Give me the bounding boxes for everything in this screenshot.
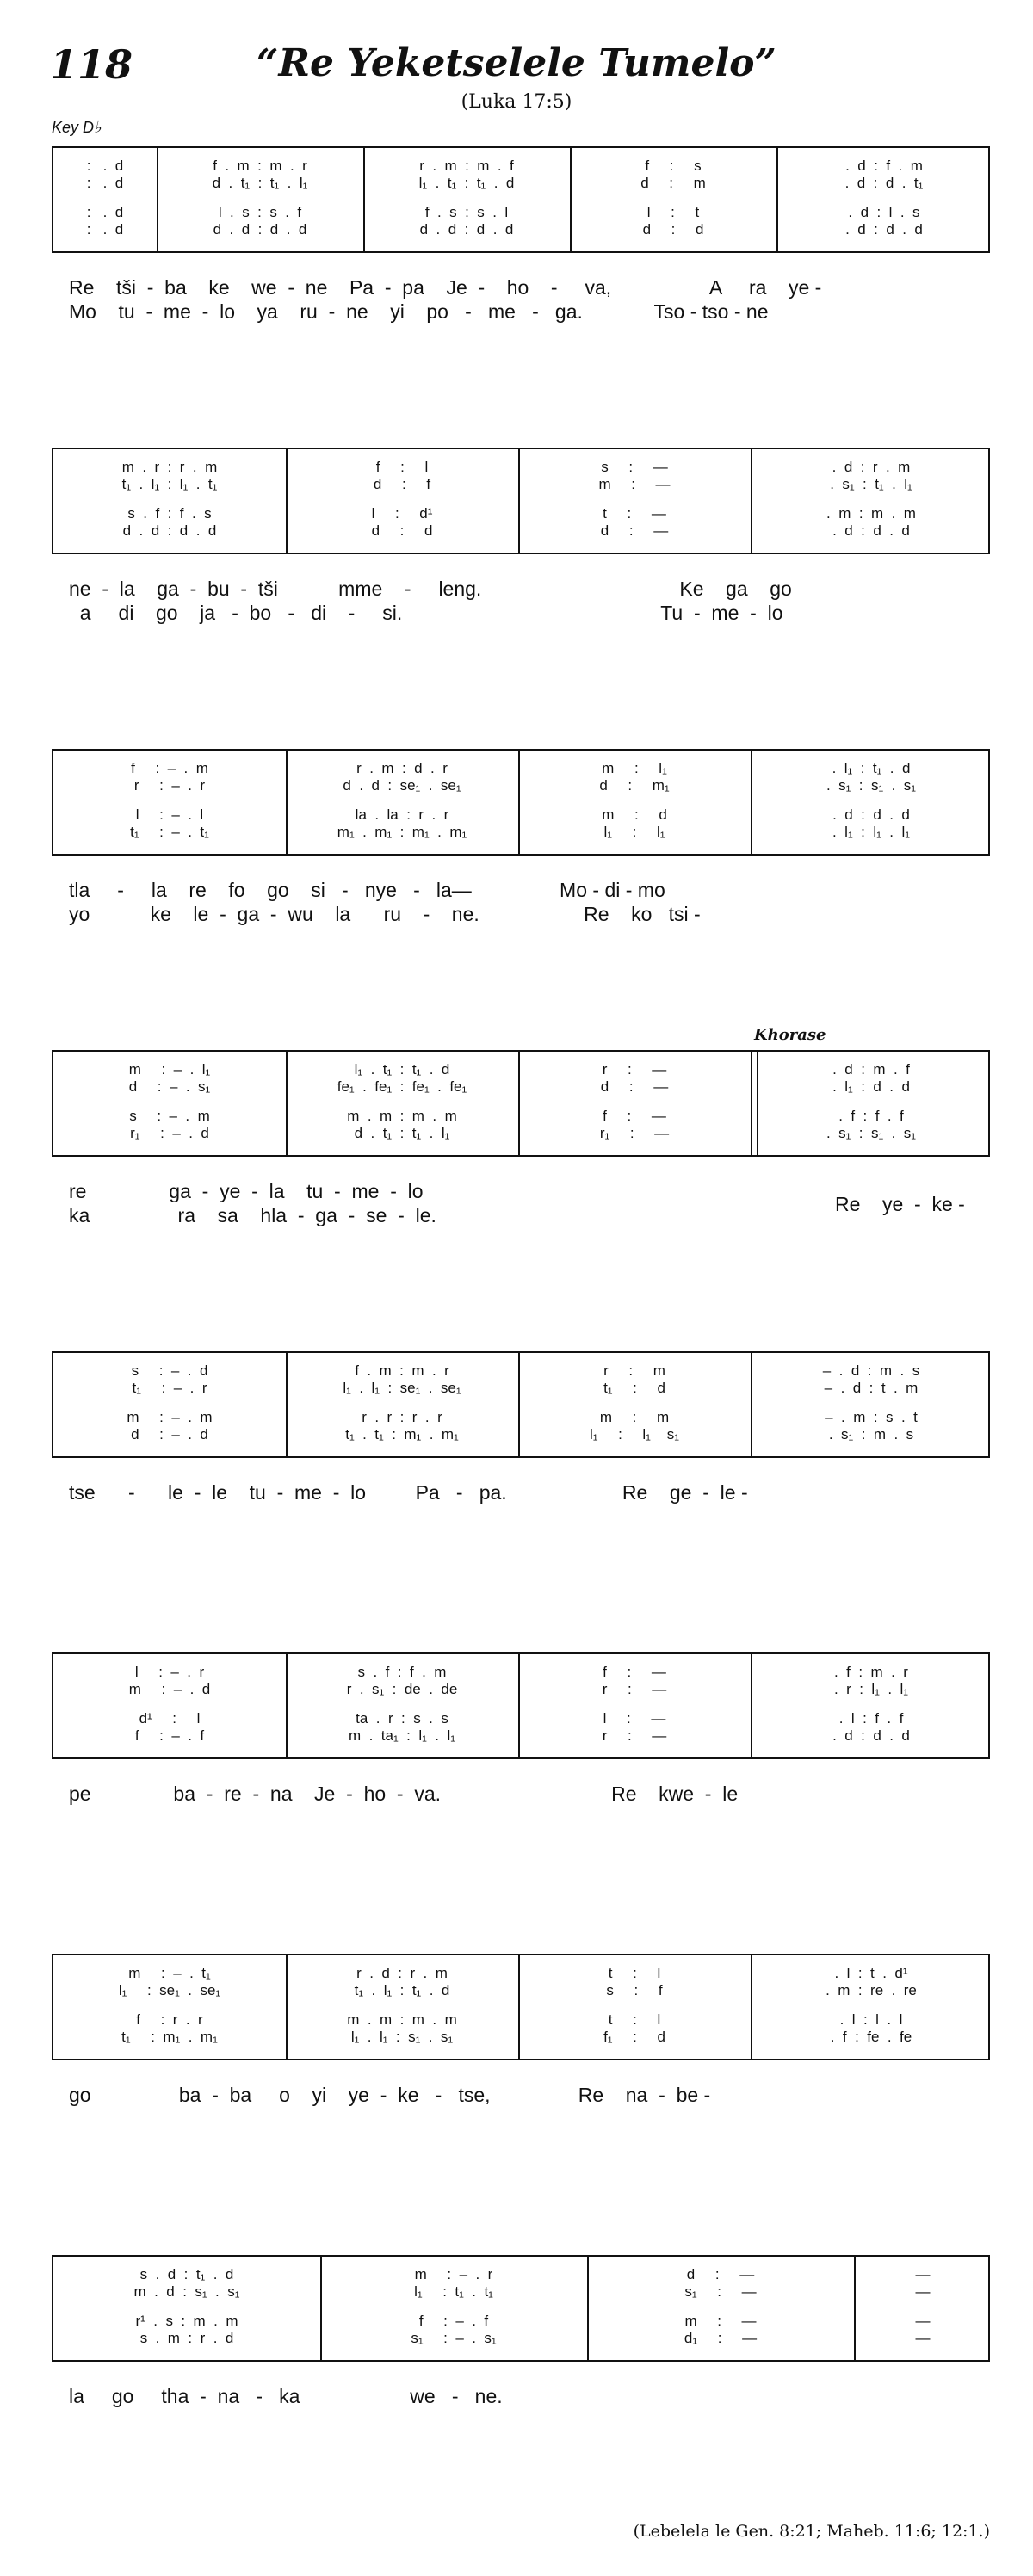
staff-system — [52, 1652, 990, 1805]
voice-line: m₁ . m₁ : m₁ . m₁ — [337, 824, 467, 840]
lyric-line: ne - la ga - bu - tši mme - leng. Ke ga go — [69, 578, 792, 600]
voice-line: . d : d . d — [832, 1727, 910, 1744]
voice-line: : . d — [86, 221, 124, 238]
voice-line: l : — — [603, 1710, 666, 1727]
measure — [518, 1654, 751, 1757]
voice-line: r₁ : – . d — [130, 1125, 209, 1141]
voice-line: d . d : se₁ . se₁ — [343, 777, 461, 794]
voice-line: . d : d . d — [845, 221, 923, 238]
voice-line: f : — — [603, 1664, 666, 1680]
voice-line: d : — — [600, 1078, 669, 1095]
voice-line: d : – . d — [131, 1426, 208, 1442]
voice-line: . d : f . m — [845, 158, 923, 174]
measure — [157, 148, 363, 251]
measure — [53, 2257, 320, 2360]
voice-line: s₁ : – . s₁ — [411, 2330, 497, 2346]
khorase-label: Khorase — [754, 1026, 826, 1044]
voice-line: d . d : d . d — [213, 221, 307, 238]
measure — [854, 2257, 992, 2360]
voice-line: s₁ : — — [684, 2283, 757, 2300]
voice-line: – . m : s . t — [825, 1409, 918, 1425]
voice-line: t₁ . l₁ : t₁ . d — [354, 1982, 450, 1998]
voice-line: . f : m . r — [834, 1664, 908, 1680]
voice-line: s . d : t₁ . d — [139, 2266, 234, 2283]
voice-line: f₁ : d — [603, 2029, 665, 2045]
voice-line: d . d : d . d — [122, 522, 217, 539]
voice-line: . d : m . f — [832, 1061, 910, 1078]
measure — [286, 1955, 518, 2059]
measure — [286, 751, 518, 854]
voice-line: l₁ : se₁ . se₁ — [118, 1982, 221, 1998]
measure — [53, 449, 286, 553]
measure — [518, 449, 751, 553]
voice-line: r . r : r . r — [362, 1409, 442, 1425]
staff — [52, 146, 990, 253]
staff-system — [52, 1050, 990, 1226]
voice-line: r : — — [602, 1681, 667, 1697]
measure — [286, 1654, 518, 1757]
lyric-line: Re ye - ke - — [835, 1193, 965, 1215]
voice-line: . l : t . d¹ — [834, 1965, 908, 1981]
voice-line: s : — — [601, 459, 668, 475]
voice-line: m . r : r . m — [121, 459, 218, 475]
voice-line: . r : l₁ . l₁ — [833, 1681, 909, 1697]
voice-line: t₁ . l₁ : l₁ . t₁ — [121, 476, 218, 492]
voice-line: l₁ . l₁ : se₁ . se₁ — [343, 1380, 461, 1396]
voice-line: s . f : f . m — [357, 1664, 447, 1680]
voice-line: t₁ : d — [603, 1380, 665, 1396]
voice-line: f : l — [375, 459, 429, 475]
voice-line: f : — — [603, 1108, 666, 1124]
measure — [518, 1955, 751, 2059]
lyric-line: Mo tu - me - lo ya ru - ne yi po - me - ga. Tso - tso - ne — [69, 300, 769, 323]
measure — [518, 1052, 751, 1155]
measure — [751, 1353, 992, 1456]
voice-line: . l₁ : t₁ . d — [832, 760, 911, 776]
voice-line: . d : d . t₁ — [844, 175, 924, 191]
voice-line: l : d¹ — [371, 505, 433, 522]
voice-line: r : m — [603, 1362, 665, 1379]
hymn-subtitle: (Luka 17:5) — [461, 91, 572, 113]
lyric-line: go ba - ba o yi ye - ke - tse, Re na - be - — [69, 2084, 711, 2106]
voice-line: s : f — [606, 1982, 663, 1998]
voice-line: r : — — [602, 1727, 667, 1744]
measure — [53, 1955, 286, 2059]
voice-line: . s₁ : m . s — [828, 1426, 914, 1442]
voice-line: . m : m . m — [826, 505, 916, 522]
voice-line: d . t₁ : t₁ . l₁ — [354, 1125, 450, 1141]
voice-line: : . d — [86, 158, 124, 174]
voice-line: r . m : m . f — [419, 158, 514, 174]
staff — [52, 749, 990, 856]
voice-line: . d : d . d — [832, 522, 910, 539]
voice-line: . s₁ : t₁ . l₁ — [830, 476, 912, 492]
voice-line: t : — — [603, 505, 666, 522]
measure — [286, 449, 518, 553]
measure — [53, 751, 286, 854]
voice-line: m . m : m . m — [347, 2011, 457, 2028]
measure — [751, 1052, 992, 1155]
measure — [53, 1654, 286, 1757]
measure — [518, 1353, 751, 1456]
voice-line: f : – . f — [134, 1727, 205, 1744]
voice-line: r¹ . s : m . m — [135, 2313, 238, 2329]
voice-line: l₁ . t₁ : t₁ . d — [354, 1061, 450, 1078]
voice-line: fe₁ . fe₁ : fe₁ . fe₁ — [337, 1078, 467, 1095]
voice-line: m . m : m . m — [347, 1108, 457, 1124]
voice-line: d : d — [642, 221, 704, 238]
voice-line: s . m : r . d — [139, 2330, 234, 2346]
staff — [52, 448, 990, 554]
footnote: (Lebelela le Gen. 8:21; Maheb. 11:6; 12:1.) — [633, 2522, 990, 2541]
voice-line: r₁ : — — [599, 1125, 670, 1141]
voice-line: : . d — [86, 175, 124, 191]
voice-line: l : – . r — [134, 1664, 205, 1680]
measure — [286, 1353, 518, 1456]
voice-line: — — [915, 2266, 931, 2283]
voice-line: s : – . m — [129, 1108, 210, 1124]
voice-line: m : – . m — [127, 1409, 213, 1425]
staff — [52, 1351, 990, 1458]
measure — [587, 2257, 854, 2360]
measure — [286, 1052, 518, 1155]
voice-line: l : – . l — [135, 806, 204, 823]
voice-line: m : m — [599, 1409, 670, 1425]
voice-line: f : r . r — [136, 2011, 203, 2028]
voice-line: l₁ : t₁ . t₁ — [414, 2283, 493, 2300]
lyric-line: tse - le - le tu - me - lo Pa - pa. Re ge - le - — [69, 1481, 748, 1504]
lyric-line: pe ba - re - na Je - ho - va. Re kwe - le — [69, 1782, 739, 1805]
voice-line: m : – . r — [414, 2266, 493, 2283]
voice-line: — — [915, 2313, 931, 2329]
voice-line: d¹ : l — [139, 1710, 201, 1727]
voice-line: d : d — [371, 522, 433, 539]
voice-line: . d : r . m — [832, 459, 911, 475]
measure — [751, 449, 992, 553]
voice-line: . d : l . s — [848, 204, 920, 220]
voice-line: f . s : s . l — [424, 204, 509, 220]
voice-line: la . la : r . r — [355, 806, 449, 823]
voice-line: d . d : d . d — [419, 221, 514, 238]
voice-line: d : m₁ — [599, 777, 670, 794]
voice-line: t : l — [608, 1965, 661, 1981]
measure — [53, 1052, 286, 1155]
staff-system — [52, 2255, 990, 2407]
voice-line: m . d : s₁ . s₁ — [133, 2283, 240, 2300]
staff — [52, 1954, 990, 2060]
voice-line: s . f : f . s — [127, 505, 212, 522]
measure — [320, 2257, 587, 2360]
voice-line: m : — — [598, 476, 671, 492]
staff-system — [52, 1351, 990, 1504]
lyric-line: la go tha - na - ka we - ne. — [69, 2385, 503, 2407]
staff-system — [52, 1954, 990, 2106]
voice-line: d . t₁ : t₁ . l₁ — [212, 175, 308, 191]
hymn-number: 118 — [50, 41, 133, 88]
voice-line: l₁ . t₁ : t₁ . d — [418, 175, 515, 191]
voice-line: m : – . t₁ — [128, 1965, 211, 1981]
hymn-title: “Re Yeketselele Tumelo” — [257, 41, 776, 85]
voice-line: f : – . f — [418, 2313, 489, 2329]
voice-line: . s₁ : s₁ . s₁ — [826, 777, 917, 794]
voice-line: m : d — [602, 806, 667, 823]
voice-line: m . ta₁ : l₁ . l₁ — [349, 1727, 455, 1744]
voice-line: m : — — [684, 2313, 757, 2329]
voice-line: d : — — [686, 2266, 755, 2283]
voice-line: r : — — [602, 1061, 667, 1078]
voice-line: ta . r : s . s — [356, 1710, 448, 1727]
voice-line: . l₁ : l₁ . l₁ — [832, 824, 910, 840]
measure — [53, 1353, 286, 1456]
voice-line: r : – . r — [133, 777, 206, 794]
voice-line: m : l₁ — [602, 760, 667, 776]
voice-line: . m : re . re — [826, 1982, 917, 1998]
voice-line: t₁ . t₁ : m₁ . m₁ — [345, 1426, 459, 1442]
measure — [751, 751, 992, 854]
voice-line: l . s : s . f — [218, 204, 302, 220]
voice-line: m : – . l₁ — [128, 1061, 211, 1078]
staff-system — [52, 749, 990, 925]
voice-line: l₁ . l₁ : s₁ . s₁ — [350, 2029, 454, 2045]
lyric-line: yo ke le - ga - wu la ru - ne. Re ko tsi - — [69, 903, 701, 925]
measure — [751, 1654, 992, 1757]
measure — [53, 148, 157, 251]
voice-line: r . m : d . r — [356, 760, 448, 776]
voice-line: d : – . s₁ — [128, 1078, 211, 1095]
voice-line: : . d — [86, 204, 124, 220]
measure — [363, 148, 570, 251]
staff — [52, 1652, 990, 1759]
lyric-line: tla - la re fo go si - nye - la— Mo - di - mo — [69, 879, 665, 901]
voice-line: l₁ : l₁ — [603, 824, 665, 840]
voice-line: . f : fe . fe — [830, 2029, 912, 2045]
voice-line: d : m — [640, 175, 706, 191]
key-signature: Key D♭ — [52, 119, 102, 136]
voice-line: t : l — [608, 2011, 661, 2028]
voice-line: l : t — [646, 204, 700, 220]
voice-line: d : — — [600, 522, 669, 539]
staff-system — [52, 146, 990, 323]
voice-line: – . d : t . m — [824, 1380, 919, 1396]
voice-line: . s₁ : s₁ . s₁ — [826, 1125, 917, 1141]
voice-line: — — [915, 2330, 931, 2346]
voice-line: . f : f . f — [838, 1108, 904, 1124]
staff — [52, 2255, 990, 2362]
voice-line: f : – . m — [131, 760, 208, 776]
lyric-line: a di go ja - bo - di - si. Tu - me - lo — [69, 602, 783, 624]
voice-line: r . s₁ : de . de — [346, 1681, 458, 1697]
measure — [751, 1955, 992, 2059]
voice-line: t₁ : – . r — [132, 1380, 207, 1396]
voice-line: . d : d . d — [832, 806, 910, 823]
lyric-line: re ga - ye - la tu - me - lo — [69, 1180, 424, 1202]
voice-line: d : f — [373, 476, 431, 492]
measure — [518, 751, 751, 854]
voice-line: t₁ : m₁ . m₁ — [121, 2029, 218, 2045]
voice-line: . l : f . f — [838, 1710, 904, 1727]
voice-line: t₁ : – . t₁ — [130, 824, 209, 840]
voice-line: r . d : r . m — [356, 1965, 448, 1981]
measure — [570, 148, 776, 251]
voice-line: f . m : m . r — [213, 158, 307, 174]
lyric-line: Re tši - ba ke we - ne Pa - pa Je - ho - va, A ra ye - — [69, 276, 822, 299]
staff-system — [52, 448, 990, 624]
voice-line: f : s — [645, 158, 702, 174]
voice-line: m : – . d — [128, 1681, 211, 1697]
measure — [776, 148, 992, 251]
voice-line: — — [915, 2283, 931, 2300]
voice-line: f . m : m . r — [355, 1362, 449, 1379]
staff — [52, 1050, 990, 1157]
voice-line: . l : l . l — [839, 2011, 903, 2028]
voice-line: . l₁ : d . d — [832, 1078, 910, 1095]
voice-line: d₁ : — — [684, 2330, 758, 2346]
voice-line: – . d : m . s — [822, 1362, 920, 1379]
voice-line: s : – . d — [131, 1362, 208, 1379]
voice-line: l₁ : l₁ s₁ — [589, 1426, 680, 1442]
lyric-line: ka ra sa hla - ga - se - le. — [69, 1204, 436, 1226]
